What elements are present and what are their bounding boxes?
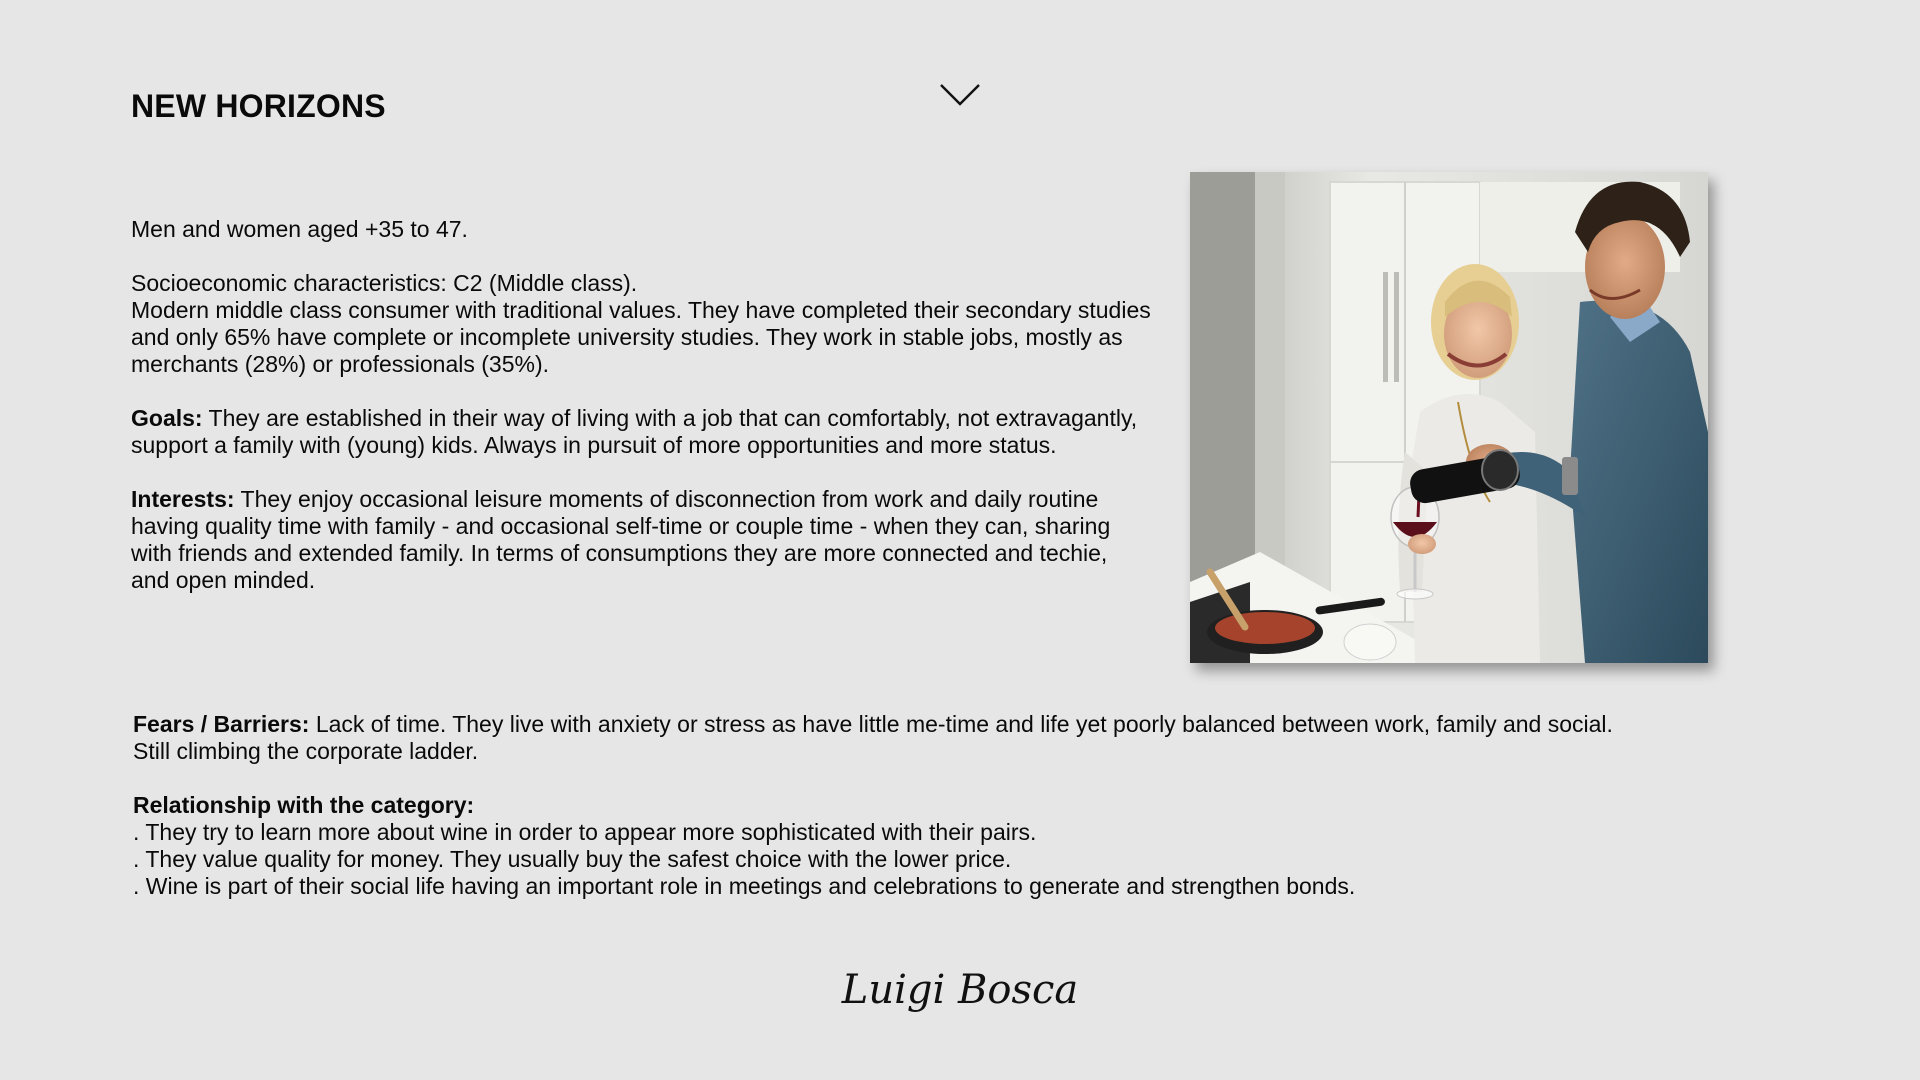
relationship-item: . They try to learn more about wine in order to appear more sophisticated with their pairs. bbox=[133, 819, 1037, 845]
couple-pouring-wine-photo bbox=[1190, 172, 1708, 663]
goals-paragraph bbox=[131, 405, 1151, 459]
fears-and-relationship bbox=[133, 711, 1793, 900]
signature-text: Luigi Bosca bbox=[841, 967, 1079, 1013]
socioeconomic-text: Modern middle class consumer with traditional values. They have completed their secondary studies and only 65% have complete or incomplete university studies. They work in stable jobs, mostly as merchants (28%) or professionals (35%). bbox=[131, 297, 1151, 377]
relationship-label: Relationship with the category: bbox=[133, 792, 475, 818]
relationship-item: . They value quality for money. They usually buy the safest choice with the lower price. bbox=[133, 846, 1012, 872]
goals-text: They are established in their way of living with a job that can comfortably, not extravagantly, support a family with (young) kids. Always in pursuit of more opportunities and more status. bbox=[131, 405, 1138, 458]
interests-text: They enjoy occasional leisure moments of disconnection from work and daily routine having quality time with family - and occasional self-time or couple time - when they can, sharing with friends and extended family. In terms of consumptions they are more connected and techie, and open minded. bbox=[131, 486, 1111, 593]
socioeconomic-heading: Socioeconomic characteristics: C2 (Middle class). bbox=[131, 270, 638, 296]
fears-paragraph bbox=[133, 711, 1793, 765]
profile-description bbox=[131, 216, 1151, 621]
goals-label: Goals: bbox=[131, 405, 203, 431]
relationship-item: . Wine is part of their social life having an important role in meetings and celebrations to generate and strengthen bonds. bbox=[133, 873, 1356, 899]
interests-label: Interests: bbox=[131, 486, 235, 512]
relationship-section bbox=[133, 792, 1793, 900]
interests-paragraph bbox=[131, 486, 1151, 594]
age-range: Men and women aged +35 to 47. bbox=[131, 216, 468, 242]
luigi-bosca-signature-logo bbox=[841, 955, 1079, 1025]
fears-text: Lack of time. They live with anxiety or stress as have little me-time and life yet poorly balanced between work, family and social. bbox=[309, 711, 1613, 737]
fears-text-line2: Still climbing the corporate ladder. bbox=[133, 738, 479, 764]
chevron-down-icon[interactable] bbox=[939, 83, 981, 107]
fears-label: Fears / Barriers: bbox=[133, 711, 310, 737]
slide-title: NEW HORIZONS bbox=[131, 88, 386, 124]
